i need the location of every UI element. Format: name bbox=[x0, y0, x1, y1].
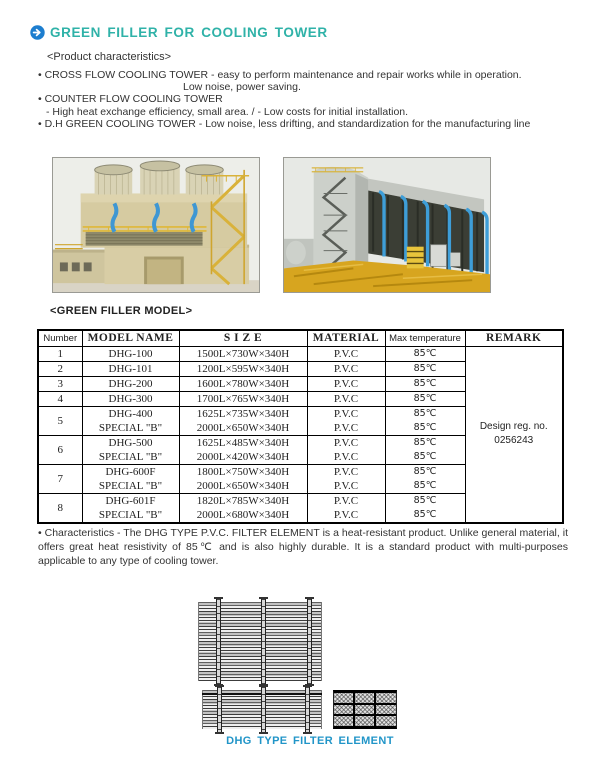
drawing-post bbox=[217, 687, 222, 732]
cell-size: 1820L×785W×340H bbox=[179, 493, 307, 508]
page-title: GREEN FILLER FOR COOLING TOWER bbox=[50, 25, 328, 40]
cell-material: P.V.C bbox=[307, 406, 385, 421]
drawing-post bbox=[261, 599, 266, 684]
cell-material: P.V.C bbox=[307, 361, 385, 376]
col-header-remark: REMARK bbox=[465, 330, 563, 346]
mesh-grid-line bbox=[334, 714, 396, 716]
cell-temp: 85℃ bbox=[385, 346, 465, 361]
cell-size: 2000L×680W×340H bbox=[179, 508, 307, 523]
cell-model: DHG-101 bbox=[82, 361, 179, 376]
drawing-post bbox=[305, 687, 310, 732]
spec-table-container bbox=[37, 329, 564, 524]
bullet-cross-flow: • CROSS FLOW COOLING TOWER - easy to perform maintenance and repair works while in operation. bbox=[38, 69, 522, 81]
cell-material: P.V.C bbox=[307, 493, 385, 508]
cell-size: 1625L×735W×340H bbox=[179, 406, 307, 421]
green-filler-model-label: <GREEN FILLER MODEL> bbox=[50, 305, 193, 317]
filter-element-drawing-side bbox=[202, 690, 322, 729]
cell-temp: 85℃ bbox=[385, 479, 465, 494]
cell-temp: 85℃ bbox=[385, 391, 465, 406]
cell-temp: 85℃ bbox=[385, 493, 465, 508]
table-header-row bbox=[38, 330, 563, 346]
figure-caption: DHG TYPE FILTER ELEMENT bbox=[226, 735, 394, 747]
table-row bbox=[38, 346, 563, 361]
cell-material: P.V.C bbox=[307, 421, 385, 436]
mesh-grid-line bbox=[334, 703, 396, 705]
cell-number: 3 bbox=[38, 376, 82, 391]
green-filler-model-table bbox=[37, 329, 564, 524]
col-header-model: MODEL NAME bbox=[82, 330, 179, 346]
bullet-counter-flow-cont: - High heat exchange efficiency, small area. / - Low costs for initial installation. bbox=[46, 105, 409, 118]
cell-size: 1500L×730W×340H bbox=[179, 346, 307, 361]
cell-model: DHG-601F bbox=[82, 493, 179, 508]
product-characteristics-list bbox=[38, 69, 578, 130]
cell-model: DHG-100 bbox=[82, 346, 179, 361]
cooling-tower-photo-left bbox=[52, 157, 260, 293]
cooling-tower-photo-left-image bbox=[53, 158, 259, 292]
cell-temp: 85℃ bbox=[385, 450, 465, 465]
cell-number: 8 bbox=[38, 493, 82, 523]
cell-number: 2 bbox=[38, 361, 82, 376]
cell-model: DHG-500 bbox=[82, 435, 179, 450]
col-header-material: MATERIAL bbox=[307, 330, 385, 346]
page-header bbox=[30, 25, 328, 40]
cell-size: 2000L×650W×340H bbox=[179, 421, 307, 436]
col-header-temp: Max temperature bbox=[385, 330, 465, 346]
cell-size: 2000L×650W×340H bbox=[179, 479, 307, 494]
bullet-dh-green: • D.H GREEN COOLING TOWER - Low noise, less drifting, and standardization for the manufacturing line bbox=[38, 117, 531, 130]
cooling-tower-photo-right-image bbox=[284, 158, 490, 292]
cell-model: DHG-200 bbox=[82, 376, 179, 391]
cell-size: 1200L×595W×340H bbox=[179, 361, 307, 376]
col-header-number: Number bbox=[38, 330, 82, 346]
mesh-grid-line bbox=[374, 693, 376, 726]
cell-size: 1800L×750W×340H bbox=[179, 464, 307, 479]
cell-material: P.V.C bbox=[307, 391, 385, 406]
cell-number: 7 bbox=[38, 464, 82, 493]
cell-material: P.V.C bbox=[307, 464, 385, 479]
mesh-grid-line bbox=[353, 693, 355, 726]
drawing-post bbox=[307, 599, 312, 684]
filter-element-drawing-large bbox=[198, 602, 322, 681]
cell-material: P.V.C bbox=[307, 508, 385, 523]
drawing-post bbox=[216, 599, 221, 684]
cell-model: DHG-600F bbox=[82, 464, 179, 479]
cell-material: P.V.C bbox=[307, 450, 385, 465]
remark-line2: 0256243 bbox=[494, 435, 534, 446]
cell-size: 1700L×765W×340H bbox=[179, 391, 307, 406]
cell-material: P.V.C bbox=[307, 346, 385, 361]
cell-material: P.V.C bbox=[307, 435, 385, 450]
cell-temp: 85℃ bbox=[385, 361, 465, 376]
cell-model: SPECIAL "B" bbox=[82, 508, 179, 523]
cell-number: 5 bbox=[38, 406, 82, 435]
cell-size: 1600L×780W×340H bbox=[179, 376, 307, 391]
cell-temp: 85℃ bbox=[385, 435, 465, 450]
filter-element-drawing-mesh bbox=[333, 690, 397, 729]
cell-model: DHG-300 bbox=[82, 391, 179, 406]
cell-number: 6 bbox=[38, 435, 82, 464]
arrow-circle-icon bbox=[30, 25, 45, 40]
cell-number: 1 bbox=[38, 346, 82, 361]
product-characteristics-heading: <Product characteristics> bbox=[47, 51, 172, 63]
cell-model: SPECIAL "B" bbox=[82, 450, 179, 465]
cell-model: DHG-400 bbox=[82, 406, 179, 421]
cell-size: 1625L×485W×340H bbox=[179, 435, 307, 450]
cell-temp: 85℃ bbox=[385, 376, 465, 391]
cell-material: P.V.C bbox=[307, 479, 385, 494]
bullet-cross-flow-cont: Low noise, power saving. bbox=[183, 81, 301, 94]
cell-size: 2000L×420W×340H bbox=[179, 450, 307, 465]
cell-temp: 85℃ bbox=[385, 406, 465, 421]
bullet-counter-flow: • COUNTER FLOW COOLING TOWER bbox=[38, 93, 223, 106]
cell-temp: 85℃ bbox=[385, 464, 465, 479]
cell-temp: 85℃ bbox=[385, 508, 465, 523]
cell-number: 4 bbox=[38, 391, 82, 406]
cell-remark bbox=[465, 346, 563, 523]
cooling-tower-photo-right bbox=[283, 157, 491, 293]
cell-model: SPECIAL "B" bbox=[82, 421, 179, 436]
cell-model: SPECIAL "B" bbox=[82, 479, 179, 494]
characteristics-paragraph: • Characteristics - The DHG TYPE P.V.C. FILTER ELEMENT is a heat-resistant product. Unlike general material, it offers great heat resistivity of 85℃ and is also highly durable. It is a standard product with multi-purposes applicable to any type of cooling tower. bbox=[38, 527, 568, 567]
drawing-post bbox=[261, 687, 266, 732]
remark-line1: Design reg. no. bbox=[479, 421, 548, 432]
cell-material: P.V.C bbox=[307, 376, 385, 391]
cell-temp: 85℃ bbox=[385, 421, 465, 436]
col-header-size: S I Z E bbox=[179, 330, 307, 346]
